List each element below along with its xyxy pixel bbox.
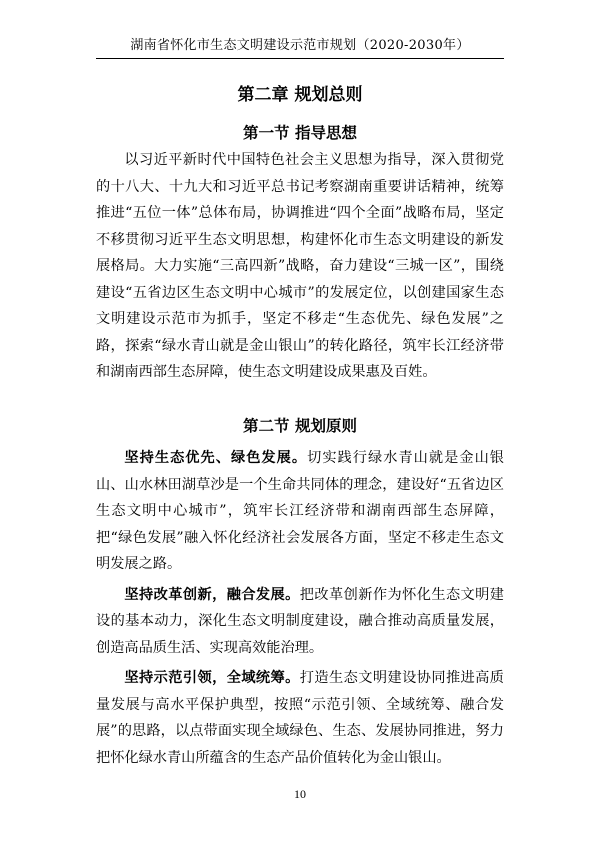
principle-paragraph bbox=[96, 445, 504, 578]
paragraph-guiding-ideology: 以习近平新时代中国特色社会主义思想为指导，深入贯彻党的十八大、十九大和习近平总书记考察湖南重要讲话精神，统筹推进“五位一体”总体布局，协调推进“四个全面”战略布局，坚定不移贯彻习近平生态文明思想，构建怀化市生态文明建设的新发展格局。大力实施“三高四新”战略，奋力建设“三城一区”，围绕建设“五省边区生态文明中心城市”的发展定位，以创建国家生态文明建设示范市为抓手，坚定不移走“生态优先、绿色发展”之路，探索“绿水青山就是金山银山”的转化路径，筑牢长江经济带和湖南西部生态屏障，使生态文明建设成果惠及百姓。 bbox=[96, 152, 504, 380]
section-body-planning-principles bbox=[96, 445, 504, 771]
section-title-guiding-ideology: 第一节 指导思想 bbox=[243, 124, 357, 142]
chapter-title: 第二章 规划总则 bbox=[237, 85, 363, 105]
section-title-planning-principles: 第二节 规划原则 bbox=[243, 417, 357, 435]
page-number: 10 bbox=[294, 787, 306, 801]
header-rule bbox=[96, 58, 504, 59]
running-header: 湖南省怀化市生态文明建设示范市规划（2020-2030年） bbox=[130, 38, 470, 53]
principle-paragraph bbox=[96, 582, 504, 662]
principle-text: 把改革创新作为怀化生态文明建设的基本动力，深化生态文明制度建设，融合推动高质量发展，创造高品质生活、实现高效能治理。 bbox=[96, 586, 504, 656]
principle-text: 切实践行绿水青山就是金山银山、山水林田湖草沙是一个生命共同体的理念，建设好“五省边区生态文明中心城市”，筑牢长江经济带和湖南西部生态屏障，把“绿色发展”融入怀化经济社会发展各方面，坚定不移走生态文明发展之路。 bbox=[96, 450, 504, 572]
principle-paragraph bbox=[96, 665, 504, 771]
section-body-guiding-ideology bbox=[96, 147, 504, 386]
principle-lead: 坚持改革创新，融合发展。 bbox=[124, 586, 300, 603]
principle-lead: 坚持示范引领，全域统筹。 bbox=[124, 670, 300, 686]
principle-lead: 坚持生态优先、绿色发展。 bbox=[124, 450, 308, 466]
principle-text: 打造生态文明建设协同推进高质量发展与高水平保护典型，按照“示范引领、全域统筹、融合发展”的思路，以点带面实现全域绿色、生态、发展协同推进，努力把怀化绿水青山所蕴含的生态产品价值转化为金山银山。 bbox=[96, 670, 504, 766]
